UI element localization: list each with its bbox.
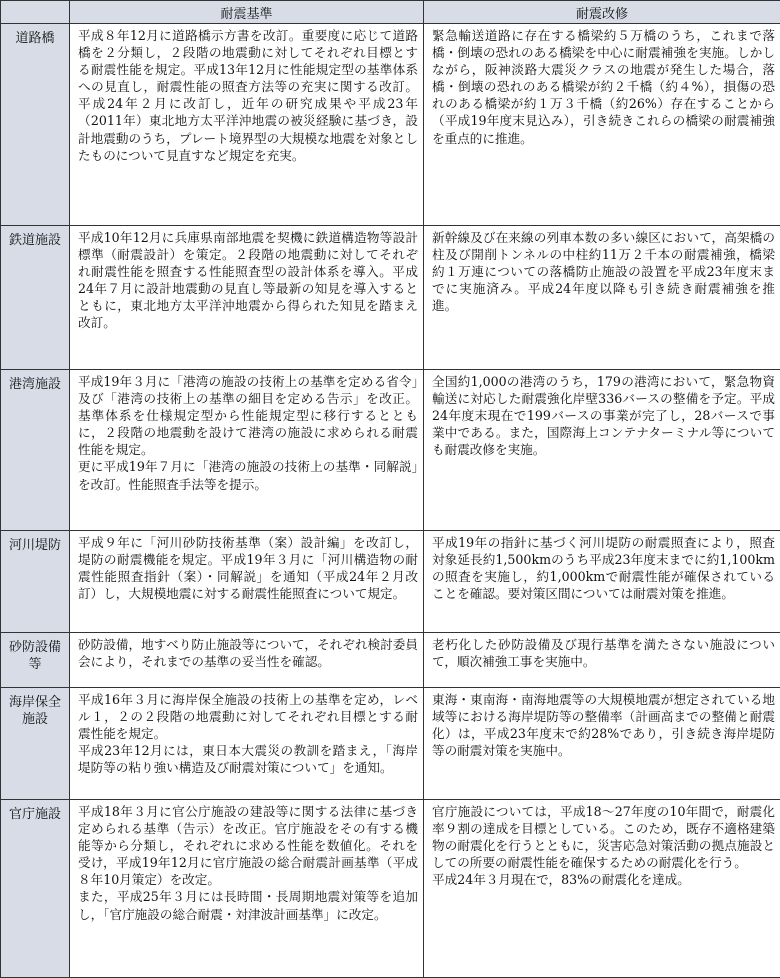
- cell-paragraph: 平成10年12月に兵庫県南部地震を契機に鉄道構造物等設計標準（耐震設計）を策定。２段階の地震動に対してそれぞれ耐震性能を照査する性能照査型の設計体系を導入。平成24年７月に設計地震動の見直し等最新の知見を導入するとともに，東北地方太平洋沖地震から得られた知見を踏まえ改訂。: [78, 229, 418, 332]
- cell-paragraph: 平成８年12月に道路橋示方書を改訂。重要度に応じて道路橋を２分類し，２段階の地震動に対してそれぞれ目標とする耐震性能を規定。平成13年12月に性能規定型の基準体系への見直し，耐震性能の照査方法等の充実に関する改訂。平成24年２月に改訂し，近年の研究成果や平成23年（2011年）東北地方太平洋沖地震の被災経験に基づき，設計地震動のうち，プレート境界型の大規模な地震を対象としたものについて見直すなど規定を充実。: [78, 27, 418, 164]
- table-row: [1, 531, 780, 633]
- table-row: [1, 688, 780, 800]
- standard-cell: [70, 800, 424, 978]
- row-label: 官庁施設: [1, 800, 70, 978]
- retrofit-cell: [424, 370, 780, 531]
- standard-cell: [70, 370, 424, 531]
- retrofit-cell: [424, 226, 780, 370]
- cell-paragraph: 平成９年に「河川砂防技術基準（案）設計編」を改訂し，堤防の耐震機能を規定。平成19年３月に「河川構造物の耐震性能照査指針（案）・同解説」を通知（平成24年２月改訂）し，大規模地震に対する耐震性能照査について規定。: [78, 534, 418, 602]
- cell-paragraph: 平成18年３月に官公庁施設の建設等に関する法律に基づき定められる基準（告示）を改正。官庁施設をその有する機能等から分類し，それぞれに求める性能を数値化。それを受け，平成19年12月に官庁施設の総合耐震計画基準（平成８年10月策定）を改定。: [78, 803, 418, 888]
- standard-cell: [70, 633, 424, 688]
- standard-cell: [70, 226, 424, 370]
- corner-cell: [1, 1, 70, 24]
- retrofit-cell: [424, 633, 780, 688]
- cell-paragraph: 更に平成19年７月に「港湾の施設の技術上の基準・同解説」を改訂。性能照査手法等を提示。: [78, 458, 418, 492]
- cell-paragraph: 緊急輸送道路に存在する橋梁約５万橋のうち，これまで落橋・倒壊の恐れのある橋梁を中心に耐震補強を実施。しかしながら，阪神淡路大震災クラスの地震が発生した場合，落橋・倒壊の恐れのある橋梁が約２千橋（約４%），損傷の恐れのある橋梁が約１万３千橋（約26%）存在することから（平成19年度末見込み），引き続きこれらの橋梁の耐震補強を重点的に推進。: [432, 27, 775, 147]
- table-row: [1, 370, 780, 531]
- row-label: 河川堤防: [1, 531, 70, 633]
- row-label: 海岸保全施設: [1, 688, 70, 800]
- row-label: 道路橋: [1, 24, 70, 226]
- table-row: [1, 800, 780, 978]
- cell-paragraph: 平成24年３月現在で，83%の耐震化を達成。: [432, 871, 775, 888]
- cell-paragraph: 平成19年３月に「港湾の施設の技術上の基準を定める省令」及び「港湾の技術上の基準の細目を定める告示」を改正。基準体系を仕様規定型から性能規定型に移行するとともに，２段階の地震動を設けて港湾の施設に求められる耐震性能を規定。: [78, 373, 418, 458]
- table-row: [1, 226, 780, 370]
- standard-cell: [70, 531, 424, 633]
- cell-paragraph: 老朽化した砂防設備及び現行基準を満たさない施設について，順次補強工事を実施中。: [432, 636, 775, 670]
- row-label: 鉄道施設: [1, 226, 70, 370]
- header-seismic-retrofit: 耐震改修: [424, 1, 780, 24]
- header-row: [1, 1, 780, 24]
- retrofit-cell: [424, 24, 780, 226]
- cell-paragraph: 東海・東南海・南海地震等の大規模地震が想定されている地域等における海岸堤防等の整備率（計画高までの整備と耐震化）は，平成23年度末で約28%であり，引き続き海岸堤防等の耐震対策を実施中。: [432, 691, 775, 759]
- cell-paragraph: 平成19年の指針に基づく河川堤防の耐震照査により，照査対象延長約1,500kmのうち平成23年度末までに約1,100kmの照査を実施し，約1,000kmで耐震性能が確保されていることを確認。要対策区間については耐震対策を推進。: [432, 534, 775, 602]
- table-row: [1, 633, 780, 688]
- standard-cell: [70, 24, 424, 226]
- cell-paragraph: 平成23年12月には，東日本大震災の教訓を踏まえ，「海岸堤防等の粘り強い構造及び耐震対策について」を通知。: [78, 742, 418, 776]
- header-seismic-standard: 耐震基準: [70, 1, 424, 24]
- cell-paragraph: 平成16年３月に海岸保全施設の技術上の基準を定め，レベル１，２の２段階の地震動に対してそれぞれ目標とする耐震性能を規定。: [78, 691, 418, 742]
- retrofit-cell: [424, 800, 780, 978]
- cell-paragraph: 新幹線及び在来線の列車本数の多い線区において，高架橋の柱及び開削トンネルの中柱約11万２千本の耐震補強，橋梁約１万連についての落橋防止施設の設置を平成23年度末までに実施済み。平成24年度以降も引き続き耐震補強を推進。: [432, 229, 775, 314]
- cell-paragraph: 砂防設備，地すべり防止施設等について，それぞれ検討委員会により，それまでの基準の妥当性を確認。: [78, 636, 418, 670]
- row-label: 砂防設備等: [1, 633, 70, 688]
- cell-paragraph: 官庁施設については，平成18～27年度の10年間で，耐震化率９割の達成を目標としている。このため，既存不適格建築物の耐震化を行うとともに，災害応急対策活動の拠点施設としての所要の耐震性能を確保するための耐震化を行う。: [432, 803, 775, 871]
- standard-cell: [70, 688, 424, 800]
- retrofit-cell: [424, 688, 780, 800]
- row-label: 港湾施設: [1, 370, 70, 531]
- cell-paragraph: 全国約1,000の港湾のうち，179の港湾において，緊急物資輸送に対応した耐震強化岸壁336バースの整備を予定。平成24年度末現在で199バースの事業が完了し，28バースで事業中である。また，国際海上コンテナターミナル等についても耐震改修を実施。: [432, 373, 775, 458]
- retrofit-cell: [424, 531, 780, 633]
- table-row: [1, 24, 780, 226]
- cell-paragraph: また，平成25年３月には長時間・長周期地震対策等を追加し，「官庁施設の総合耐震・対津波計画基準」に改定。: [78, 888, 418, 922]
